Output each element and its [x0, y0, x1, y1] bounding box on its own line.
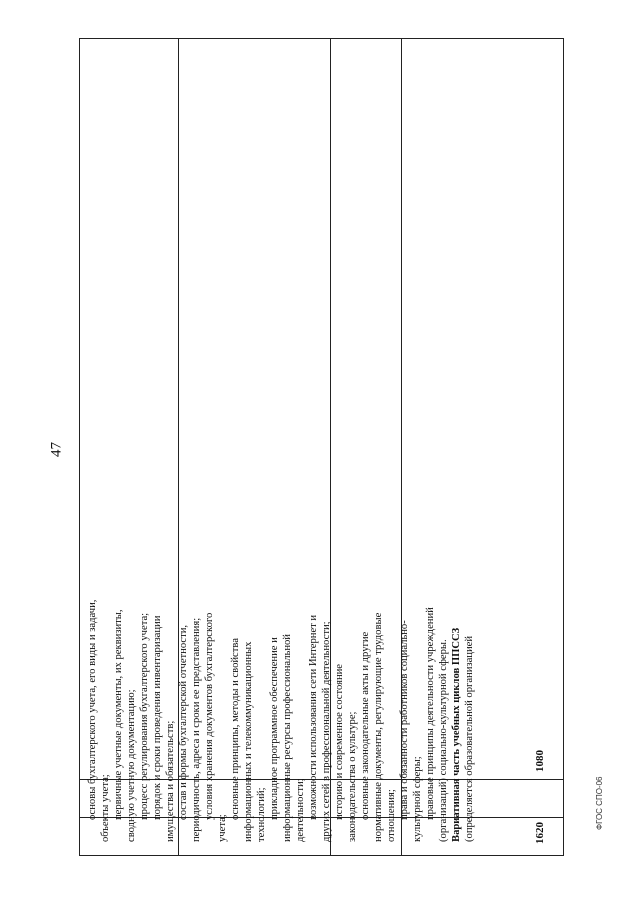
topic-line: прикладное программное обеспечение и — [269, 637, 280, 820]
topic-description — [86, 534, 476, 842]
variative-title: Вариативная часть учебных циклов ППССЗ — [451, 627, 462, 842]
topic-line: условия хранения документов бухгалтерского — [204, 612, 215, 820]
topic-line: других сетей в профессиональной деятельности; — [321, 621, 332, 842]
topic-line: правовые принципы деятельности учреждений — [425, 607, 436, 820]
topic-line: возможности использования сети Интернет и — [308, 614, 319, 820]
topic-line: сводную учетную документацию; — [126, 689, 137, 842]
topic-line: нормативные документы, регулирующие трудовые — [373, 612, 384, 842]
footer-code: ФГОС СПО-06 — [595, 776, 604, 830]
topic-line: законодательства о культуре; — [347, 711, 358, 842]
topic-line: основы бухгалтерского учета, его виды и задачи, — [87, 599, 98, 820]
topic-line: состав и формы бухгалтерской отчетности, — [178, 624, 189, 820]
topic-line: основные законодательные акты и другие — [360, 631, 371, 820]
topic-line: основные принципы, методы и свойства — [230, 638, 241, 820]
topic-line: информационные ресурсы профессиональной — [282, 634, 293, 842]
topic-line: имущества и обязательств; — [165, 720, 176, 842]
hours-required-value: 1080 — [534, 750, 546, 772]
hours-max-value: 1620 — [534, 822, 546, 844]
topic-line: права и обязанности работников социально- — [399, 620, 410, 820]
topic-line: технологий; — [256, 787, 267, 842]
topic-line: учета; — [217, 814, 228, 842]
topic-line: (организаций) социально-культурной сферы. — [438, 639, 449, 842]
topic-line: процесс регулирования бухгалтерского учета; — [139, 612, 150, 820]
topic-line: культурной сферы; — [412, 756, 423, 842]
topic-line: объекты учета; — [100, 774, 111, 842]
curriculum-table — [79, 38, 564, 856]
topic-line: отношения; — [386, 789, 397, 842]
topic-line: историю и современное состояние — [334, 664, 345, 820]
topic-line: первичные учетные документы, их реквизиты, — [113, 609, 124, 820]
topic-line: деятельности; — [295, 778, 306, 842]
topic-line: информационных и телекоммуникационных — [243, 641, 254, 842]
topic-line: периодичность, адреса и сроки ее представления; — [191, 617, 202, 842]
variative-subtitle: (определяется образовательной организацией — [464, 636, 475, 842]
topic-line: порядок и сроки проведения инвентаризации — [152, 615, 163, 820]
page-number: 47 — [48, 442, 65, 457]
